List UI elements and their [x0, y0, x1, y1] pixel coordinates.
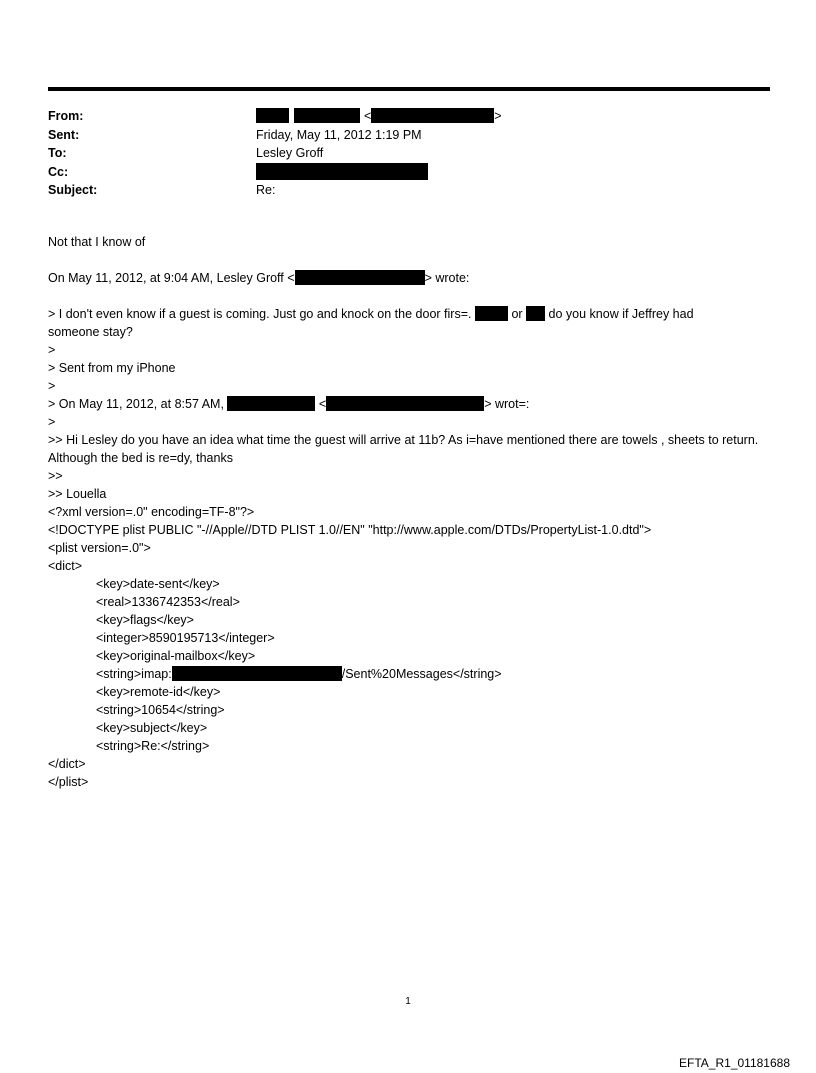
cc-row	[48, 163, 770, 182]
plist-line: <dict>	[48, 559, 83, 573]
to-label: To:	[48, 146, 67, 160]
quoted-text: do you know if Jeffrey had	[548, 307, 694, 321]
plist-line: </dict>	[48, 757, 86, 771]
quoted-line: >>	[48, 469, 63, 483]
from-row	[48, 107, 770, 126]
plist-line: <!DOCTYPE plist PUBLIC "-//Apple//DTD PLIST 1.0//EN" "http://www.apple.com/DTDs/PropertyList-1.0.dtd">	[48, 523, 652, 537]
bates-number: EFTA_R1_01181688	[679, 1056, 790, 1070]
plist-text: /Sent%20Messages</string>	[341, 667, 502, 681]
email-header	[48, 107, 770, 200]
redaction-box	[295, 270, 425, 285]
quoted-text: <	[318, 397, 327, 411]
sent-label: Sent:	[48, 127, 80, 142]
header-rule	[48, 87, 770, 91]
plist-line: <key>flags</key>	[96, 613, 194, 627]
from-lt: <	[363, 109, 372, 123]
attribution-start: On May 11, 2012, at 9:04 AM, Lesley Groff <	[48, 271, 295, 285]
to-value: Lesley Groff	[256, 146, 324, 160]
subject-label: Subject:	[48, 183, 98, 197]
quoted-attribution-line	[48, 395, 770, 413]
plist-line: <key>date-sent</key>	[96, 577, 220, 591]
to-row	[48, 144, 770, 163]
quoted-text: > On May 11, 2012, at 8:57 AM,	[48, 397, 224, 411]
quoted-text: or	[511, 307, 523, 321]
subject-row	[48, 181, 770, 200]
redaction-box	[227, 396, 315, 411]
quoted-line: >	[48, 379, 56, 393]
quoted-signature: >> Louella	[48, 487, 107, 501]
reply-text: Not that I know of	[48, 235, 146, 249]
quoted-text: > wrot=:	[484, 397, 530, 411]
plist-line: <string>10654</string>	[96, 703, 225, 717]
quoted-line: >	[48, 415, 56, 429]
quoted-line: >> Hi Lesley do you have an idea what time the guest will arrive at 11b? As i=have mentioned there are towels , sheets to return. Although the bed is re=dy, thanks	[48, 433, 759, 465]
redaction-box	[371, 108, 494, 123]
from-gt: >	[494, 109, 502, 123]
quoted-line: someone stay?	[48, 325, 133, 339]
quoted-text: > I don't even know if a guest is coming. Just go and knock on the door firs=.	[48, 307, 472, 321]
redaction-box	[475, 306, 508, 321]
plist-line: <key>remote-id</key>	[96, 685, 221, 699]
redaction-box	[172, 666, 342, 681]
subject-value: Re:	[256, 183, 276, 197]
plist-line: <key>subject</key>	[96, 721, 208, 735]
plist-line: </plist>	[48, 775, 89, 789]
redaction-box	[294, 108, 360, 123]
attribution-end: > wrote:	[424, 271, 470, 285]
redaction-box	[256, 108, 289, 123]
redaction-box	[256, 163, 428, 180]
quoted-line: >	[48, 343, 56, 357]
cc-value	[256, 163, 428, 183]
plist-line: <key>original-mailbox</key>	[96, 649, 256, 663]
sent-value: Friday, May 11, 2012 1:19 PM	[256, 127, 422, 142]
plist-line: <?xml version=.0" encoding=TF-8"?>	[48, 505, 255, 519]
cc-label: Cc:	[48, 164, 69, 179]
from-label: From:	[48, 109, 84, 123]
quoted-line: > Sent from my iPhone	[48, 361, 176, 375]
quoted-line	[48, 305, 770, 323]
plist-line	[48, 665, 770, 683]
plist-line: <plist version=.0">	[48, 541, 151, 555]
from-value	[256, 107, 502, 126]
plist-text: <string>imap:	[96, 667, 172, 681]
email-body	[48, 233, 770, 791]
sent-row	[48, 126, 770, 145]
redaction-box	[326, 396, 484, 411]
page-number: 1	[405, 996, 411, 1007]
plist-line: <integer>8590195713</integer>	[96, 631, 275, 645]
plist-line: <string>Re:</string>	[96, 739, 210, 753]
attribution-line	[48, 269, 770, 287]
plist-line: <real>1336742353</real>	[96, 595, 240, 609]
redaction-box	[526, 306, 545, 321]
